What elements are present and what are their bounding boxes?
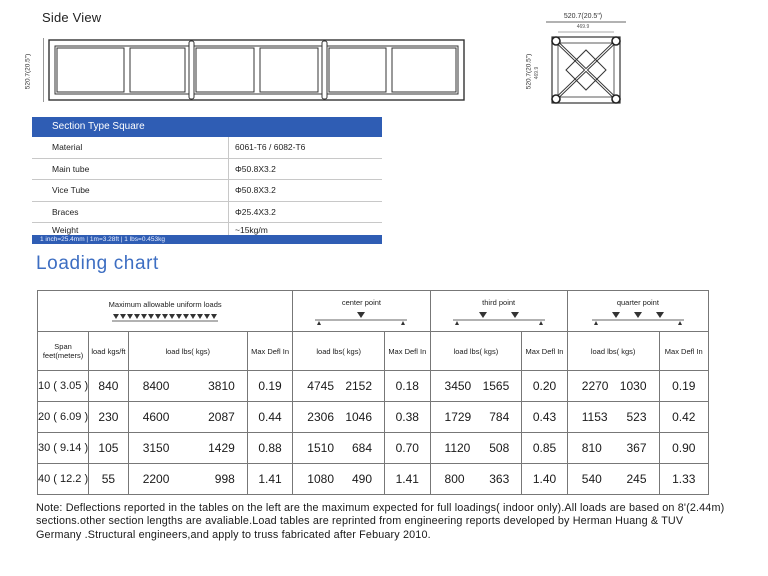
lbs-value: 1729 bbox=[444, 410, 472, 424]
lbs-value: 2200 bbox=[142, 472, 170, 486]
col-quarter-defl: Max Defl In bbox=[659, 332, 709, 371]
defl-cell: 0.90 bbox=[659, 433, 709, 464]
unit-conversion-bar: 1 inch=25.4mm | 1m=3.28ft | 1 lbs=0.453kg bbox=[32, 235, 382, 244]
span-cell: 30 ( 9.14 ) bbox=[38, 433, 89, 464]
side-view-height-label: 520.7(20.5") bbox=[24, 53, 32, 90]
kgs-value: 998 bbox=[214, 472, 235, 486]
lbs-value: 1153 bbox=[581, 410, 608, 424]
defl-cell: 0.20 bbox=[522, 371, 568, 402]
uniform-load-arrows-icon bbox=[110, 312, 220, 324]
spec-table bbox=[32, 137, 382, 237]
section-type-header: Section Type Square bbox=[32, 117, 382, 137]
kgs-value: 784 bbox=[489, 410, 510, 424]
defl-cell: 0.19 bbox=[247, 371, 293, 402]
group-third-point bbox=[430, 291, 567, 332]
defl-cell: 0.43 bbox=[522, 402, 568, 433]
load-kgs-ft-cell: 840 bbox=[89, 371, 129, 402]
kgs-value: 1030 bbox=[619, 379, 647, 393]
spec-row-main-tube bbox=[32, 159, 382, 181]
col-span: Span feet(meters) bbox=[38, 332, 89, 371]
spec-value: ~15kg/m bbox=[235, 225, 268, 236]
defl-cell: 0.70 bbox=[385, 433, 431, 464]
defl-cell: 1.41 bbox=[247, 464, 293, 495]
kgs-value: 523 bbox=[626, 410, 647, 424]
deflection-note: Note: Deflections reported in the tables on the left are the maximum expected for full loadings( indoor only).All loads are based on 8'(2.44m) sections.other section lengths are avaliable.Load tables are reprinted from engineering reports developed by Herman Huang & TUV Germany .Structural engineers,and apply to truss fabricated after Febuary 2010. bbox=[36, 502, 725, 541]
defl-cell: 0.42 bbox=[659, 402, 709, 433]
group-label: third point bbox=[482, 298, 516, 307]
center-load-cell bbox=[293, 464, 385, 495]
kgs-value: 2152 bbox=[345, 379, 373, 393]
section-height-label: 520.7(20.5") bbox=[525, 53, 533, 90]
third-point-load-icon bbox=[449, 310, 549, 326]
kgs-value: 245 bbox=[626, 472, 647, 486]
group-label: center point bbox=[341, 298, 382, 307]
kgs-value: 363 bbox=[489, 472, 510, 486]
col-uniform-defl: Max Defl In bbox=[247, 332, 293, 371]
lbs-value: 540 bbox=[581, 472, 602, 486]
quarter-load-cell bbox=[567, 433, 659, 464]
lbs-value: 2270 bbox=[581, 379, 609, 393]
third-load-cell bbox=[430, 464, 522, 495]
table-row bbox=[38, 464, 709, 495]
group-center-point bbox=[293, 291, 430, 332]
side-view-truss-diagram bbox=[43, 38, 470, 102]
load-subheader-row bbox=[38, 332, 709, 371]
spec-row-material bbox=[32, 137, 382, 159]
spec-key: Braces bbox=[32, 202, 229, 223]
col-third-load: load lbs( kgs) bbox=[430, 332, 522, 371]
loading-chart-title: Loading chart bbox=[36, 253, 159, 274]
section-inner-height-label: 469.9 bbox=[534, 66, 540, 80]
section-width-label: 520.7(20.5") bbox=[563, 13, 603, 20]
lbs-value: 1120 bbox=[444, 441, 471, 455]
spec-row-vice-tube bbox=[32, 180, 382, 202]
quarter-load-cell bbox=[567, 464, 659, 495]
span-cell: 10 ( 3.05 ) bbox=[38, 371, 89, 402]
table-row bbox=[38, 371, 709, 402]
lbs-value: 1080 bbox=[307, 472, 334, 486]
col-center-load: load lbs( kgs) bbox=[293, 332, 385, 371]
uniform-load-cell bbox=[128, 464, 247, 495]
kgs-value: 1429 bbox=[208, 441, 235, 455]
defl-cell: 1.41 bbox=[385, 464, 431, 495]
kgs-value: 684 bbox=[352, 441, 373, 455]
spec-value: Φ25.4X3.2 bbox=[235, 206, 276, 217]
side-view-title: Side View bbox=[42, 10, 102, 25]
spec-value: 6061-T6 / 6082-T6 bbox=[235, 142, 306, 152]
lbs-value: 8400 bbox=[142, 379, 170, 393]
group-quarter-point bbox=[567, 291, 708, 332]
square-section-diagram bbox=[540, 20, 630, 110]
defl-cell: 1.33 bbox=[659, 464, 709, 495]
defl-cell: 0.19 bbox=[659, 371, 709, 402]
spec-value: Φ50.8X3.2 bbox=[235, 163, 276, 174]
group-label: quarter point bbox=[616, 298, 659, 307]
lbs-value: 1510 bbox=[307, 441, 334, 455]
defl-cell: 0.38 bbox=[385, 402, 431, 433]
spec-row-braces bbox=[32, 202, 382, 224]
defl-cell: 0.44 bbox=[247, 402, 293, 433]
load-kgs-ft-cell: 55 bbox=[89, 464, 129, 495]
lbs-value: 810 bbox=[581, 441, 602, 455]
group-uniform-load bbox=[38, 291, 293, 332]
lbs-value: 4600 bbox=[142, 410, 170, 424]
spec-key: Vice Tube bbox=[32, 180, 229, 201]
lbs-value: 3450 bbox=[444, 379, 472, 393]
uniform-load-cell bbox=[128, 433, 247, 464]
quarter-load-cell bbox=[567, 371, 659, 402]
spec-key: Material bbox=[32, 137, 229, 158]
section-inner-width-label: 469.9 bbox=[576, 24, 590, 30]
col-uniform-load: load lbs( kgs) bbox=[128, 332, 247, 371]
load-kgs-ft-cell: 105 bbox=[89, 433, 129, 464]
spec-key: Main tube bbox=[32, 159, 229, 180]
col-load-kgs-ft: load kgs/ft bbox=[89, 332, 129, 371]
loading-chart-table bbox=[37, 290, 709, 495]
col-center-defl: Max Defl In bbox=[385, 332, 431, 371]
kgs-value: 367 bbox=[626, 441, 647, 455]
lbs-value: 800 bbox=[444, 472, 465, 486]
load-group-header-row bbox=[38, 291, 709, 332]
kgs-value: 2087 bbox=[208, 410, 235, 424]
defl-cell: 1.40 bbox=[522, 464, 568, 495]
table-row bbox=[38, 433, 709, 464]
span-cell: 20 ( 6.09 ) bbox=[38, 402, 89, 433]
side-view-height-dimension bbox=[21, 50, 35, 100]
lbs-value: 3150 bbox=[142, 441, 170, 455]
defl-cell: 0.88 bbox=[247, 433, 293, 464]
third-load-cell bbox=[430, 371, 522, 402]
quarter-load-cell bbox=[567, 402, 659, 433]
kgs-value: 1046 bbox=[345, 410, 373, 424]
center-point-load-icon bbox=[311, 310, 411, 326]
defl-cell: 0.18 bbox=[385, 371, 431, 402]
load-kgs-ft-cell: 230 bbox=[89, 402, 129, 433]
center-load-cell bbox=[293, 433, 385, 464]
span-cell: 40 ( 12.2 ) bbox=[38, 464, 89, 495]
third-load-cell bbox=[430, 433, 522, 464]
spec-key: Weight bbox=[32, 223, 229, 237]
table-row bbox=[38, 402, 709, 433]
quarter-point-load-icon bbox=[588, 310, 688, 326]
lbs-value: 2306 bbox=[307, 410, 334, 424]
third-load-cell bbox=[430, 402, 522, 433]
defl-cell: 0.85 bbox=[522, 433, 568, 464]
group-label: Maximum allowable uniform loads bbox=[108, 300, 222, 309]
uniform-load-cell bbox=[128, 371, 247, 402]
kgs-value: 508 bbox=[489, 441, 510, 455]
col-third-defl: Max Defl In bbox=[522, 332, 568, 371]
lbs-value: 4745 bbox=[307, 379, 334, 393]
spec-value: Φ50.8X3.2 bbox=[235, 185, 276, 196]
uniform-load-cell bbox=[128, 402, 247, 433]
kgs-value: 490 bbox=[352, 472, 373, 486]
center-load-cell bbox=[293, 402, 385, 433]
col-quarter-load: load lbs( kgs) bbox=[567, 332, 659, 371]
kgs-value: 1565 bbox=[482, 379, 510, 393]
center-load-cell bbox=[293, 371, 385, 402]
kgs-value: 3810 bbox=[208, 379, 235, 393]
